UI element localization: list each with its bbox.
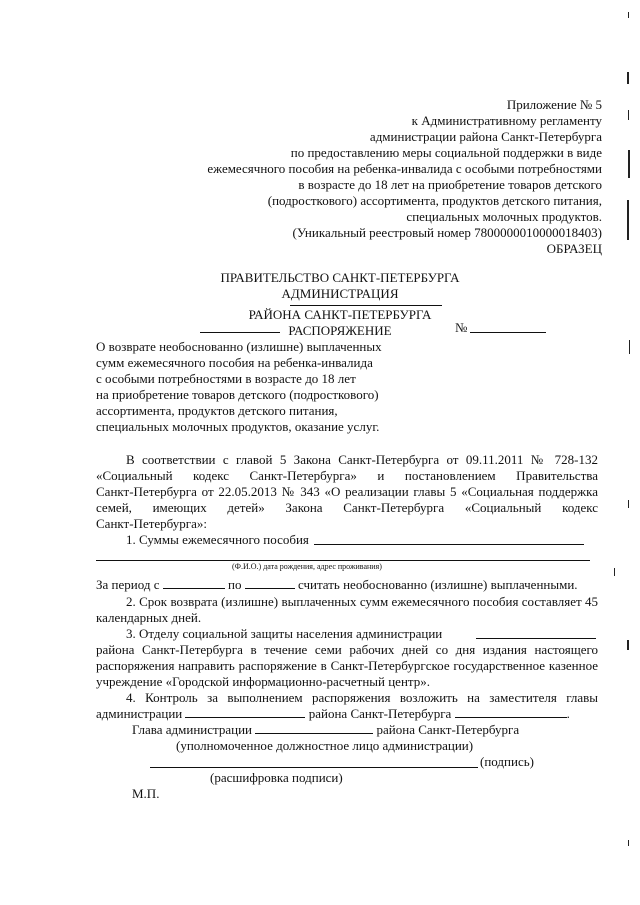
appendix-title: Приложение № 5: [506, 97, 602, 112]
appendix-line: специальных молочных продуктов.: [406, 209, 602, 224]
signature-line: [150, 767, 478, 768]
district-name-line: [290, 305, 442, 306]
subject-line: сумм ежемесячного пособия на ребенка-инвалида: [96, 355, 373, 370]
item-3-line: распоряжения направить распоряжение в Санкт-Петербургское государственное казенное: [96, 658, 598, 673]
deputy-name-blank: [455, 707, 567, 718]
appendix-line: администрации района Санкт-Петербурга: [369, 129, 602, 144]
appendix-line: по предоставлению меры социальной поддержки в виде: [290, 145, 602, 160]
preamble-line: Санкт-Петербурга»:: [96, 516, 207, 531]
item-4-line: 4. Контроль за выполнением распоряжения возложить на заместителя главы: [126, 690, 598, 705]
official-caption: (уполномоченное должностное лицо администрации): [176, 738, 474, 753]
administration-title: АДМИНИСТРАЦИЯ: [281, 286, 399, 301]
subject-line: с особыми потребностями в возрасте до 18 лет: [96, 371, 356, 386]
subject-line: О возврате необоснованно (излишне) выплаченных: [96, 339, 382, 354]
seal-placeholder: М.П.: [132, 786, 160, 801]
fio-caption: (Ф.И.О.) дата рождения, адрес проживания): [232, 562, 382, 571]
preamble-line: В соответствии с главой 5 Закона Санкт-Петербурга от 09.11.2011 № 728-132: [126, 452, 598, 467]
appendix-line: ежемесячного пособия на ребенка-инвалида с особыми потребностями: [207, 161, 602, 176]
item-1-text: 1. Суммы ежемесячного пособия: [126, 532, 309, 547]
period-to-blank: [245, 578, 295, 589]
item-3-line: района Санкт-Петербурга в течение семи рабочих дней со дня издания настоящего: [96, 642, 598, 657]
sample-label: ОБРАЗЕЦ: [546, 241, 602, 256]
deputy-admin-blank: [185, 707, 305, 718]
district-title: РАЙОНА САНКТ-ПЕТЕРБУРГА: [248, 307, 432, 322]
recipient-field-line: [314, 544, 584, 545]
preamble-line: семей, имеющих детей» Закона Санкт-Петербурга «Социальный кодекс: [96, 500, 598, 515]
date-line: [200, 332, 280, 333]
head-of-administration: Глава администрации района Санкт-Петербурга: [132, 722, 520, 737]
item-2-line: 2. Срок возврата (излишне) выплаченных сумм ежемесячного пособия составляет 45: [126, 594, 598, 609]
item-3-line: 3. Отделу социальной защиты населения администрации: [126, 626, 443, 641]
head-admin-blank: [255, 723, 373, 734]
decoding-caption: (расшифровка подписи): [210, 770, 343, 785]
item-4-line-2: администрации района Санкт-Петербурга .: [96, 706, 570, 721]
preamble-line: «Социальный кодекс Санкт-Петербурга» и постановлением Правительства: [96, 468, 598, 483]
subject-line: специальных молочных продуктов, оказание услуг.: [96, 419, 380, 434]
signature-caption: (подпись): [480, 754, 534, 769]
subject-line: ассортимента, продуктов детского питания,: [96, 403, 338, 418]
appendix-line: к Административному регламенту: [411, 113, 602, 128]
appendix-line: в возрасте до 18 лет на приобретение товаров детского: [298, 177, 602, 192]
item-2-line: календарных дней.: [96, 610, 202, 625]
preamble-line: Санкт-Петербурга от 22.05.2013 № 343 «О реализации главы 5 «Социальная поддержка: [96, 484, 598, 499]
period-text: За период с по считать необоснованно (излишне) выплаченными.: [96, 577, 578, 592]
recipient-field-line-2: [96, 560, 590, 561]
administration-blank: [476, 638, 596, 639]
order-title: РАСПОРЯЖЕНИЕ: [288, 323, 392, 338]
number-sign: №: [455, 320, 468, 335]
period-from-blank: [163, 578, 225, 589]
subject-line: на приобретение товаров детского (подросткового): [96, 387, 379, 402]
order-number-line: [470, 332, 546, 333]
government-title: ПРАВИТЕЛЬСТВО САНКТ-ПЕТЕРБУРГА: [220, 270, 460, 285]
registry-number: (Уникальный реестровый номер 7800000010000018403): [292, 225, 602, 240]
item-3-line: учреждение «Городской информационно-расчетный центр».: [96, 674, 431, 689]
appendix-line: (подросткового) ассортимента, продуктов детского питания,: [267, 193, 602, 208]
